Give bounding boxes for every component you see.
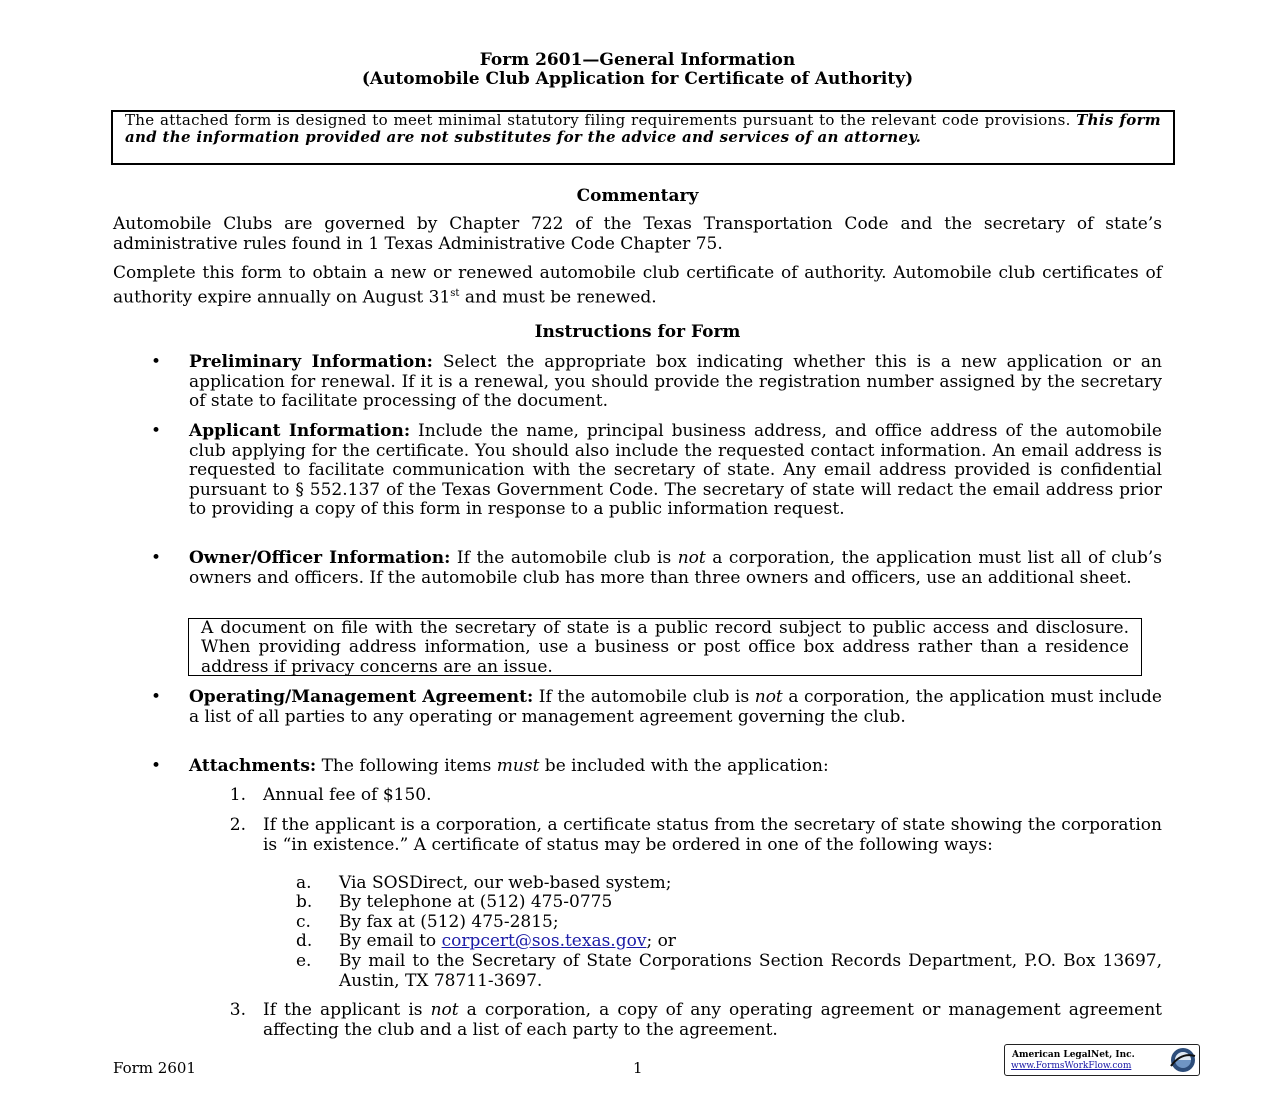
attachment-number-3: 3. xyxy=(229,1000,246,1020)
commentary-paragraph-2 xyxy=(113,264,1162,308)
email-link[interactable]: corpcert@sos.texas.gov xyxy=(441,931,647,951)
commentary-p2-sup: st xyxy=(450,287,460,299)
bullet-attachments: • xyxy=(151,756,162,776)
preliminary-text: Select the appropriate box indicating whether this is a new application or an application for renewal. If it is a renewal, you should provide the registration number assigned by the secretary of state to facilitate processing of the document. xyxy=(189,352,1162,411)
operating-label: Operating/Management Agreement: xyxy=(189,687,534,707)
attachment-item-2: If the applicant is a corporation, a certificate status from the secretary of state showing the corporation is “in existence.” A certificate of status may be ordered in one of the following ways: xyxy=(263,815,1162,855)
item3-text-b: a corporation, a copy of any operating agreement or management agreement affecting the club and a list of each party to the agreement. xyxy=(263,1000,1162,1040)
commentary-paragraph-1: Automobile Clubs are governed by Chapter 722 of the Texas Transportation Code and the secretary of state’s administrative rules found in 1 Texas Administrative Code Chapter 75. xyxy=(113,214,1162,254)
logo-website-link[interactable]: www.FormsWorkFlow.com xyxy=(1011,1061,1132,1071)
way-item-b: By telephone at (512) 475-0775 xyxy=(339,892,613,912)
way-d-text-b: ; or xyxy=(646,931,676,951)
attachment-number-2: 2. xyxy=(229,815,246,835)
applicant-text: Include the name, principal business address, and office address of the automobile club applying for the certificate. You should also include the requested contact information. An email address is requested to facilitate communication with the secretary of state. Any email address provided is confidential pursuant to § 552.137 of the Texas Government Code. The secretary of state will redact the email address prior to providing a copy of this form in response to a public information request. xyxy=(189,421,1162,519)
owner-text-b: a corporation, the application must list all of club’s owners and officers. If the automobile club has more than three owners and officers, use an additional sheet. xyxy=(189,548,1162,588)
footer-form-label: Form 2601 xyxy=(113,1059,196,1077)
way-item-d xyxy=(339,932,1162,952)
form-title: Form 2601—General Information xyxy=(479,50,796,70)
operating-text-a: If the automobile club is xyxy=(533,687,755,707)
bullet-owner: • xyxy=(151,548,162,568)
instruction-operating xyxy=(189,688,1162,727)
attachments-text-em: must xyxy=(496,756,540,776)
bullet-preliminary: • xyxy=(151,352,162,372)
disclaimer-text: The attached form is designed to meet minimal statutory filing requirements pursuant to the relevant code provisions. xyxy=(125,111,1077,129)
way-letter-c: c. xyxy=(296,912,311,932)
attachments-text-a: The following items xyxy=(316,756,497,776)
commentary-p2-main: Complete this form to obtain a new or renewed automobile club certificate of authority. Automobile club certificates of authority expire annually on August 31 xyxy=(113,263,1162,308)
operating-text-b: a corporation, the application must include a list of all parties to any operating or management agreement governing the club. xyxy=(189,687,1162,727)
form-subtitle: (Automobile Club Application for Certificate of Authority) xyxy=(361,69,914,89)
commentary-p2-end: and must be renewed. xyxy=(459,287,657,308)
attachment-number-1: 1. xyxy=(229,785,246,805)
bullet-operating: • xyxy=(151,687,162,707)
instruction-preliminary xyxy=(189,353,1162,412)
disclaimer-bold-text: This form and the information provided are not substitutes for the advice and services of an attorney. xyxy=(125,111,1161,146)
item3-text-a: If the applicant is xyxy=(263,1000,431,1020)
way-d-text-a: By email to xyxy=(339,931,442,951)
attachment-item-1: Annual fee of $150. xyxy=(263,785,432,805)
commentary-heading: Commentary xyxy=(576,186,699,206)
disclaimer-box xyxy=(111,110,1175,165)
globe-icon xyxy=(1167,1046,1197,1074)
applicant-label: Applicant Information: xyxy=(189,421,411,441)
bullet-applicant: • xyxy=(151,421,162,441)
owner-text-em: not xyxy=(677,548,706,568)
way-item-c: By fax at (512) 475-2815; xyxy=(339,912,559,932)
instruction-attachments xyxy=(189,757,1162,777)
way-letter-d: d. xyxy=(296,931,313,951)
owner-label: Owner/Officer Information: xyxy=(189,548,451,568)
attachments-label: Attachments: xyxy=(189,756,317,776)
way-letter-a: a. xyxy=(296,873,312,893)
instructions-heading: Instructions for Form xyxy=(534,322,741,342)
privacy-note-box: A document on file with the secretary of state is a public record subject to public access and disclosure. When providing address information, use a business or post office box address rather than a residence address if privacy concerns are an issue. xyxy=(188,618,1142,676)
publisher-logo[interactable] xyxy=(1004,1044,1200,1076)
way-item-e: By mail to the Secretary of State Corporations Section Records Department, P.O. Box 13697, Austin, TX 78711-3697. xyxy=(339,951,1162,991)
logo-company-name: American LegalNet, Inc. xyxy=(1012,1050,1135,1060)
operating-text-em: not xyxy=(754,687,783,707)
way-item-a: Via SOSDirect, our web-based system; xyxy=(339,873,672,893)
instruction-applicant xyxy=(189,422,1162,520)
way-letter-e: e. xyxy=(296,951,312,971)
item3-text-em: not xyxy=(430,1000,459,1020)
instruction-owner xyxy=(189,549,1162,588)
way-letter-b: b. xyxy=(296,892,313,912)
attachment-item-3 xyxy=(263,1001,1162,1040)
attachments-text-b: be included with the application: xyxy=(539,756,829,776)
preliminary-label: Preliminary Information: xyxy=(189,352,433,372)
footer-page-number: 1 xyxy=(633,1059,643,1077)
owner-text-a: If the automobile club is xyxy=(450,548,678,568)
